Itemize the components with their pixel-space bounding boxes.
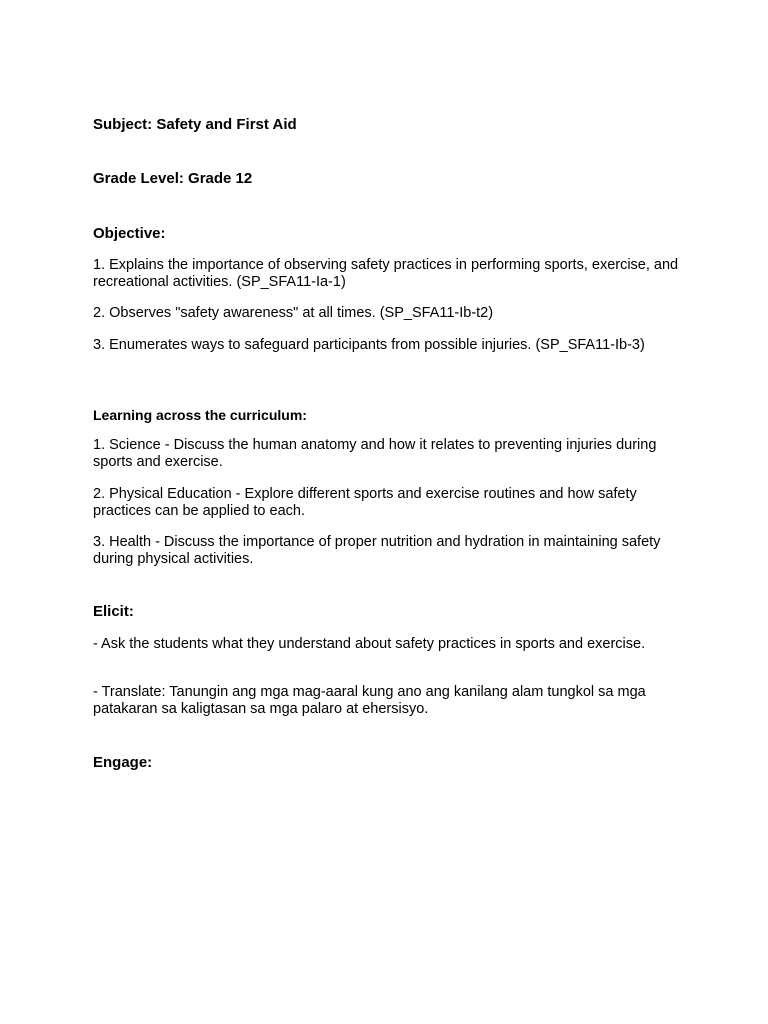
engage-heading: Engage: [93,754,153,771]
learning-item-2: 2. Physical Education - Explore different sports and exercise routines and how safety practices can be applied to each. [93,486,637,519]
elicit-item-1: - Ask the students what they understand about safety practices in sports and exercise. [93,636,646,652]
learning-heading: Learning across the curriculum: [93,407,307,423]
objective-heading: Objective: [93,225,166,242]
learning-item-3: 3. Health - Discuss the importance of proper nutrition and hydration in maintaining safety during physical activities. [93,534,661,567]
objective-item-1: 1. Explains the importance of observing safety practices in performing sports, exercise, and recreational activities. (SP_SFA11-Ia-1) [93,257,679,290]
elicit-heading: Elicit: [93,603,134,620]
objective-item-2: 2. Observes "safety awareness" at all times. (SP_SFA11-Ib-t2) [93,305,494,321]
subject-heading: Subject: Safety and First Aid [93,116,297,133]
elicit-item-2: - Translate: Tanungin ang mga mag-aaral kung ano ang kanilang alam tungkol sa mga patakaran sa kaligtasan sa mga palaro at ehersisyo. [93,684,646,717]
objective-item-3: 3. Enumerates ways to safeguard participants from possible injuries. (SP_SFA11-Ib-3) [93,337,645,353]
grade-level-heading: Grade Level: Grade 12 [93,170,253,187]
learning-item-1: 1. Science - Discuss the human anatomy and how it relates to preventing injuries during sports and exercise. [93,437,657,470]
